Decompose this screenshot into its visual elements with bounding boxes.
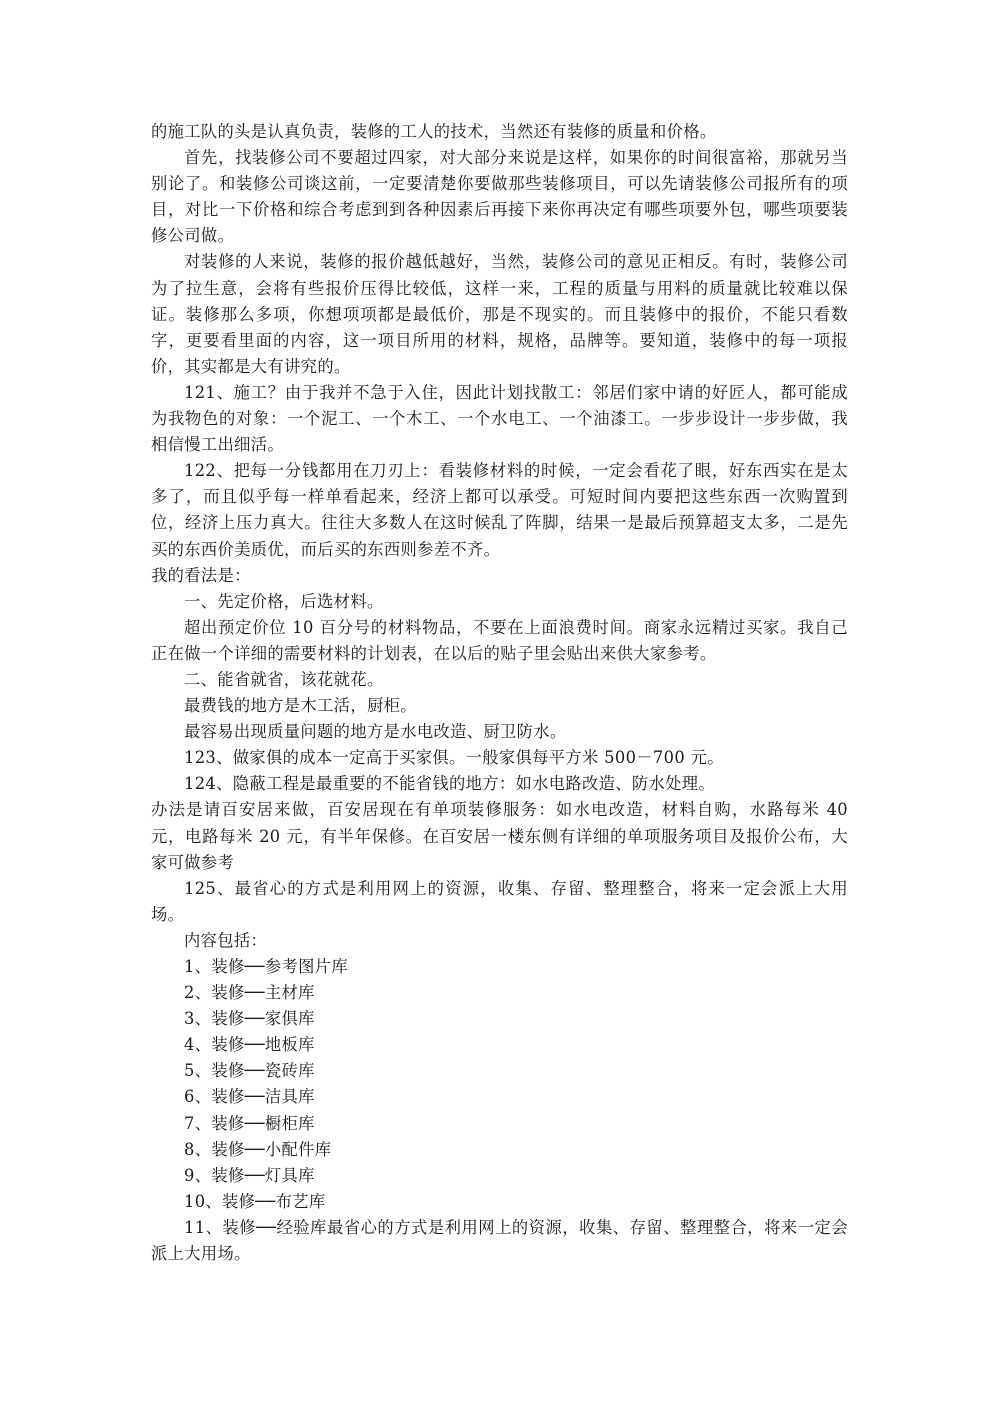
list-item: 4、装修──地板库 bbox=[184, 1035, 315, 1055]
list-item: 8、装修──小配件库 bbox=[184, 1139, 332, 1159]
paragraph-15: 内容包括： bbox=[184, 930, 268, 950]
paragraph-12: 124、隐蔽工程是最重要的不能省钱的地方：如水电路改造、防水处理。 bbox=[184, 774, 716, 794]
paragraph-6: 一、先定价格，后选材料。 bbox=[184, 591, 384, 611]
paragraph-0: 的施工队的头是认真负责，装修的工人的技术，当然还有装修的质量和价格。 bbox=[151, 122, 717, 141]
paragraph-8: 二、能省就省，该花就花。 bbox=[184, 669, 384, 689]
paragraph-2: 对装修的人来说，装修的报价越低越好，当然，装修公司的意见正相反。有时，装修公司为了拉生意，会将有些报价压得比较低，这样一来，工程的质量与用料的质量就比较难以保证。装修那么多项，你想项项都是最低价，那是不现实的。而且装修中的报价，不能只看数字，更要看里面的内容，这一项目所用的材料，规格，品牌等。要知道，装修中的每一项报价，其实都是大有讲究的。 bbox=[151, 252, 848, 376]
list-item: 9、装修──灯具库 bbox=[184, 1165, 315, 1185]
paragraph-5: 我的看法是： bbox=[151, 565, 251, 585]
list-item: 2、装修──主材库 bbox=[184, 983, 315, 1003]
paragraph-11: 123、做家俱的成本一定高于买家俱。一般家俱每平方米 500－700 元。 bbox=[184, 748, 724, 768]
list-item: 3、装修──家俱库 bbox=[184, 1009, 315, 1029]
paragraph-13: 办法是请百安居来做，百安居现在有单项装修服务：如水电改造，材料自购，水路每米 40 元，电路每米 20 元，有半年保修。在百安居一楼东侧有详细的单项服务项目及报价公布，大家可做参考 bbox=[151, 800, 848, 872]
list-item: 5、装修──瓷砖库 bbox=[184, 1061, 315, 1081]
list-item: 10、装修──布艺库 bbox=[184, 1191, 326, 1211]
paragraph-4: 122、把每一分钱都用在刀刃上：看装修材料的时候，一定会看花了眼，好东西实在是太多了，而且似乎每一样单看起来，经济上都可以承受。可短时间内要把这些东西一次购置到位，经济上压力真大。往往大多数人在这时候乱了阵脚，结果一是最后预算超支太多，二是先买的东西价美质优，而后买的东西则参差不齐。 bbox=[151, 461, 848, 559]
paragraph-7: 超出预定价位 10 百分号的材料物品，不要在上面浪费时间。商家永远精过买家。我自己正在做一个详细的需要材料的计划表，在以后的贴子里会贴出来供大家参考。 bbox=[151, 617, 848, 663]
paragraph-1: 首先，找装修公司不要超过四家，对大部分来说是这样，如果你的时间很富裕，那就另当别论了。和装修公司谈这前，一定要清楚你要做那些装修项目，可以先请装修公司报所有的项目，对比一下价格和综合考虑到到各种因素后再接下来你再决定有哪些项要外包，哪些项要装修公司做。 bbox=[151, 148, 848, 246]
paragraph-14: 125、最省心的方式是利用网上的资源，收集、存留、整理整合，将来一定会派上大用场。 bbox=[151, 878, 848, 924]
list-item: 7、装修──橱柜库 bbox=[184, 1113, 315, 1133]
paragraph-9: 最费钱的地方是木工活，厨柜。 bbox=[184, 696, 417, 716]
list-item: 11、装修──经验库最省心的方式是利用网上的资源，收集、存留、整理整合，将来一定会派上大用场。 bbox=[151, 1217, 848, 1264]
document-body bbox=[151, 119, 848, 1267]
list-item: 1、装修──参考图片库 bbox=[184, 957, 349, 976]
paragraph-10: 最容易出现质量问题的地方是水电改造、厨卫防水。 bbox=[184, 722, 567, 742]
list-item: 6、装修──洁具库 bbox=[184, 1087, 315, 1107]
paragraph-3: 121、施工？由于我并不急于入住，因此计划找散工：邻居们家中请的好匠人，都可能成为我物色的对象：一个泥工、一个木工、一个水电工、一个油漆工。一步步设计一步步做，我相信慢工出细活。 bbox=[151, 382, 848, 455]
